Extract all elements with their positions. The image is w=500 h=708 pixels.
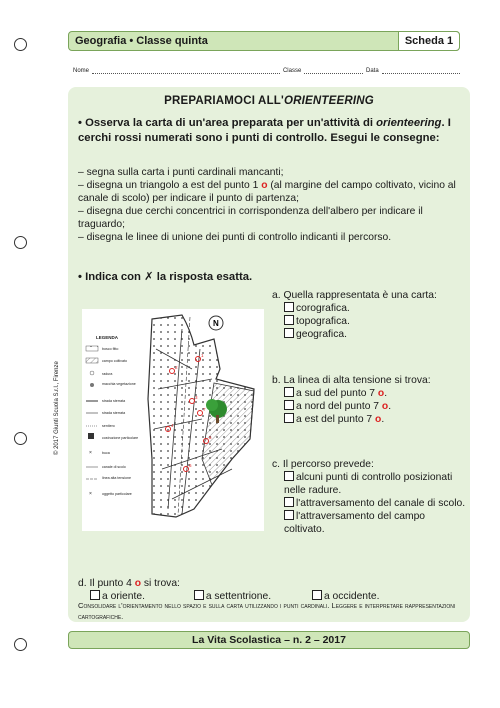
data-field[interactable]	[382, 68, 460, 74]
svg-text:LEGENDA: LEGENDA	[96, 335, 119, 340]
svg-text:radura: radura	[102, 372, 113, 376]
page-footer: La Vita Scolastica – n. 2 – 2017	[68, 631, 470, 649]
map-legend	[86, 335, 138, 497]
option-d3: a occidente.	[312, 591, 380, 602]
svg-text:costruzione particolare: costruzione particolare	[102, 436, 139, 440]
worksheet-panel	[68, 87, 470, 622]
question-a	[272, 289, 467, 341]
option-b2: a nord del punto 7 o.	[272, 400, 467, 413]
map-graphic	[82, 309, 264, 531]
svg-text:sentiero: sentiero	[102, 424, 115, 428]
worksheet-title: PREPARIAMOCI ALL'ORIENTEERING	[164, 95, 374, 107]
copyright-note: © 2017 Giunti Scuola S.r.l., Firenze	[54, 361, 60, 455]
checkbox[interactable]	[284, 497, 294, 507]
nome-label: Nome	[73, 68, 90, 74]
svg-text:6: 6	[189, 463, 192, 468]
svg-text:campo coltivato: campo coltivato	[102, 359, 127, 363]
svg-text:linea alta tensione: linea alta tensione	[102, 476, 131, 480]
option-a2: topografica.	[272, 315, 467, 328]
question-a-label: a. Quella rappresentata è una carta:	[272, 290, 437, 301]
punch-hole-4	[14, 638, 27, 651]
checkbox[interactable]	[312, 590, 322, 600]
svg-text:macchia vegetazione: macchia vegetazione	[102, 382, 136, 386]
checkbox[interactable]	[90, 590, 100, 600]
option-d2: a settentrione.	[194, 591, 271, 602]
control-point-mark: o	[261, 180, 268, 191]
header-title: Geografia • Classe quinta	[75, 35, 208, 47]
question-c	[272, 458, 467, 536]
choice-instruction: • Indica con ✗ la risposta esatta.	[78, 271, 253, 283]
option-b1: a sud del punto 7 o.	[272, 387, 467, 400]
svg-text:2: 2	[175, 365, 178, 370]
learning-objective: Consolidare l'orientamento nello spazio e sulla carta utilizzando i punti cardinali. Leggere e interpretare rappresentazioni cartografiche.	[78, 601, 456, 621]
svg-text:5: 5	[209, 435, 212, 440]
checkbox[interactable]	[284, 400, 294, 410]
classe-field[interactable]	[304, 68, 363, 74]
svg-text:strada sterrata: strada sterrata	[102, 399, 126, 403]
question-b	[272, 374, 467, 426]
checkbox[interactable]	[284, 413, 294, 423]
north-label: N	[213, 319, 219, 328]
svg-text:buca: buca	[102, 451, 110, 455]
question-b-label: b. La linea di alta tensione si trova:	[272, 375, 431, 386]
option-d1: a oriente.	[90, 591, 145, 602]
svg-text:×: ×	[89, 450, 92, 456]
svg-text:strada sterrata: strada sterrata	[102, 411, 126, 415]
instruction-item: – disegna due cerchi concentrici in corrispondenza dell'albero per indicare il traguardo;	[78, 206, 423, 230]
question-d-label: d. Il punto 4 o si trova:	[78, 578, 180, 589]
checkbox[interactable]	[284, 302, 294, 312]
option-c1: alcuni punti di controllo posizionati nelle radure.	[284, 472, 453, 496]
svg-text:7: 7	[203, 407, 206, 412]
checkbox[interactable]	[284, 471, 294, 481]
svg-text:4: 4	[171, 423, 174, 428]
main-instruction: • Osserva la carta di un'area preparata per un'attività di orienteering. I cerchi rossi numerati sono i punti di controllo. Esegui le consegne:	[78, 117, 451, 144]
scheda-badge: Scheda 1	[398, 31, 460, 51]
checkbox[interactable]	[284, 510, 294, 520]
instruction-item: – segna sulla carta i punti cardinali mancanti;	[78, 167, 284, 178]
punch-hole-3	[14, 432, 27, 445]
instruction-list	[78, 166, 466, 244]
checkbox[interactable]	[194, 590, 204, 600]
svg-text:3: 3	[195, 395, 198, 400]
classe-label: Classe	[282, 68, 302, 74]
svg-text:oggetto particolare: oggetto particolare	[102, 492, 132, 496]
option-c3: l'attraversamento del campo coltivato.	[284, 511, 426, 535]
data-label: Data	[366, 68, 379, 74]
option-b3: a est del punto 7 o.	[272, 413, 467, 426]
svg-text:canale di scolo: canale di scolo	[102, 465, 126, 469]
page-header	[68, 31, 460, 51]
punch-hole-2	[14, 236, 27, 249]
option-c2: l'attraversamento del canale di scolo.	[272, 497, 467, 510]
svg-text:1: 1	[201, 353, 204, 358]
svg-text:×: ×	[89, 491, 92, 497]
student-fields	[73, 68, 463, 74]
instruction-item: – disegna le linee di unione dei punti di controllo indicanti il percorso.	[78, 232, 392, 243]
orienteering-map	[82, 309, 264, 531]
question-c-label: c. Il percorso prevede:	[272, 459, 374, 470]
svg-text:bosco fitto: bosco fitto	[102, 347, 119, 351]
checkbox[interactable]	[284, 387, 294, 397]
option-a1: corografica.	[272, 302, 467, 315]
checkbox[interactable]	[284, 328, 294, 338]
punch-hole-1	[14, 38, 27, 51]
instruction-item: – disegna un triangolo a est del punto 1 o (al margine del campo coltivato, vicino al canale di scolo) per indicare il punto di partenza;	[78, 180, 456, 204]
nome-field[interactable]	[92, 68, 280, 74]
option-a3: geografica.	[272, 328, 467, 341]
checkbox[interactable]	[284, 315, 294, 325]
